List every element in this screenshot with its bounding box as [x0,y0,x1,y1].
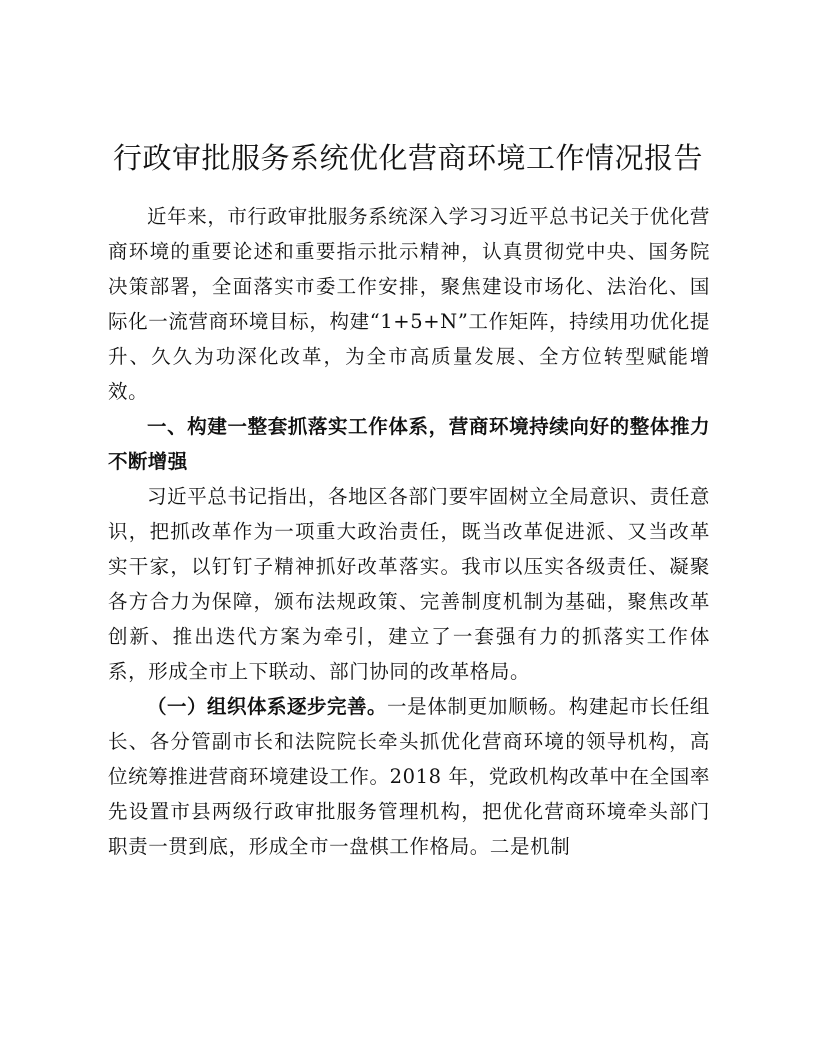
intro-paragraph: 近年来，市行政审批服务系统深入学习习近平总书记关于优化营商环境的重要论述和重要指示批示精神，认真贯彻党中央、国务院决策部署，全面落实市委工作安排，聚焦建设市场化、法治化、国际化一流营商环境目标，构建“1+5+N”工作矩阵，持续用功优化提升、久久为功深化改革，为全市高质量发展、全方位转型赋能增效。 [108,205,710,403]
section-1-paragraph: 习近平总书记指出，各地区各部门要牢固树立全局意识、责任意识，把抓改革作为一项重大政治责任，既当改革促进派、又当改革实干家，以钉钉子精神抓好改革落实。我市以压实各级责任、凝聚各方合力为保障，颁布法规政策、完善制度机制为基础，聚焦改革创新、推出迭代方案为牵引，建立了一套强有力的抓落实工作体系，形成全市上下联动、部门协同的改革格局。 [108,485,710,683]
section-1-heading: 一、构建一整套抓落实工作体系，营商环境持续向好的整体推力不断增强 [108,415,710,473]
subsection-1-text: 一是体制更加顺畅。构建起市长任组长、各分管副市长和法院院长牵头抓优化营商环境的领导机构，高位统筹推进营商环境建设工作。2018 年，党政机构改革中在全国率先设置市县两级行政审批服务管理机构，把优化营商环境牵头部门职责一贯到底，形成全市一盘棋工作格局。二是机制 [108,695,710,858]
subsection-1-paragraph [108,689,710,864]
subsection-1-lead: （一）组织体系逐步完善。 [147,695,387,718]
document-body [108,199,710,864]
document-title: 行政审批服务系统优化营商环境工作情况报告 [112,141,703,175]
